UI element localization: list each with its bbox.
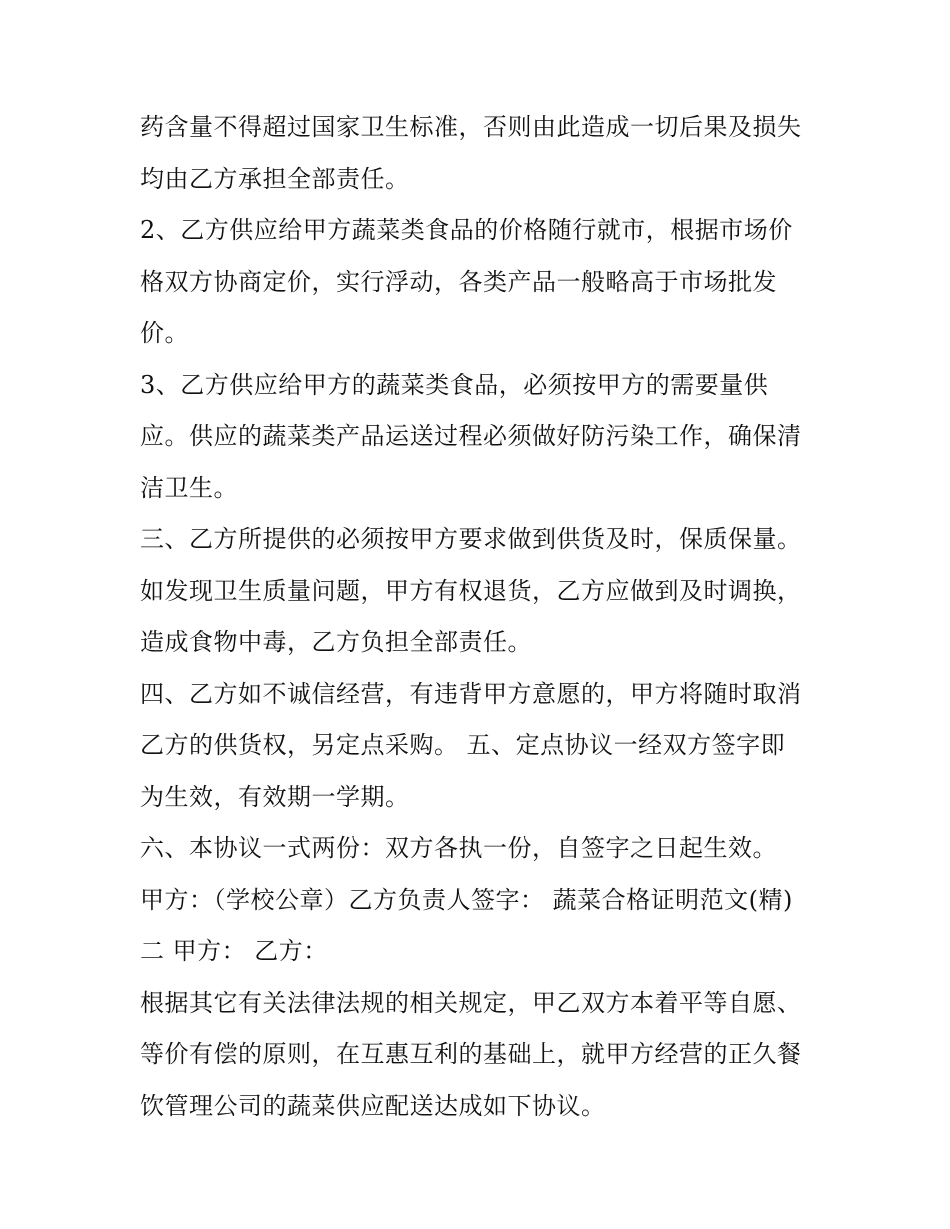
text-line: 六、本协议一式两份：双方各执一份，自签字之日起生效。 — [140, 834, 777, 862]
text-line: 2、乙方供应给甲方蔬菜类食品的价格随行就市，根据市场价 — [140, 216, 793, 244]
text-line: 为生效，有效期一学期。 — [140, 782, 410, 811]
text-line: 如发现卫生质量问题，甲方有权退货，乙方应做到及时调换， — [140, 576, 802, 605]
text-line: 乙方的供货权，另定点采购。 五、定点协议一经双方签字即 — [140, 731, 786, 759]
text-line: 二 甲方： 乙方： — [140, 937, 328, 965]
text-line: 均由乙方承担全部责任。 — [140, 164, 410, 193]
text-line: 造成食物中毒，乙方负担全部责任。 — [140, 628, 532, 656]
text-line: 洁卫生。 — [140, 473, 238, 502]
text-line: 药含量不得超过国家卫生标准，否则由此造成一切后果及损失 — [140, 113, 802, 141]
text-line: 三、乙方所提供的必须按甲方要求做到供货及时，保质保量。 — [140, 525, 802, 553]
text-line: 甲方：（学校公章）乙方负责人签字： 蔬菜合格证明范文(精) — [140, 885, 793, 914]
text-line: 价。 — [140, 319, 189, 347]
text-line: 3、乙方供应给甲方的蔬菜类食品，必须按甲方的需要量供 — [140, 370, 769, 399]
text-line: 四、乙方如不诚信经营，有违背甲方意愿的，甲方将随时取消 — [140, 679, 802, 708]
text-line: 应。供应的蔬菜类产品运送过程必须做好防污染工作，确保清 — [140, 422, 802, 450]
text-line: 饮管理公司的蔬菜供应配送达成如下协议。 — [140, 1091, 606, 1120]
text-line: 格双方协商定价，实行浮动，各类产品一般略高于市场批发 — [140, 267, 777, 296]
text-line: 等价有偿的原则，在互惠互利的基础上，就甲方经营的正久餐 — [140, 1040, 802, 1068]
text-line: 根据其它有关法律法规的相关规定，甲乙双方本着平等自愿、 — [140, 988, 802, 1017]
document-body — [140, 102, 820, 1132]
